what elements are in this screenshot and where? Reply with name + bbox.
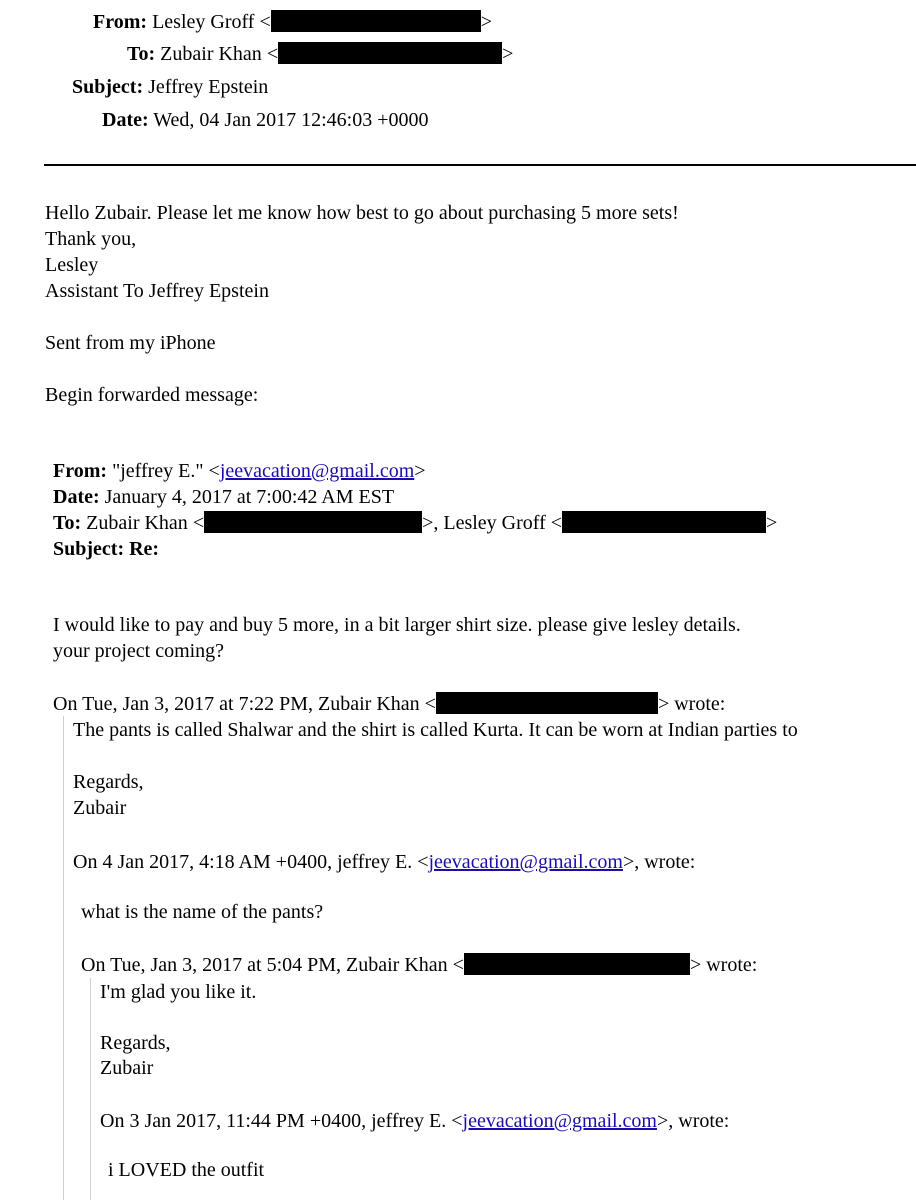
fwd-from-open: < — [208, 460, 220, 482]
body-line-2: Thank you, — [45, 228, 137, 250]
quote-3-signature: Zubair — [100, 1057, 154, 1079]
quote-1-regards: Regards, — [73, 771, 144, 793]
quote-2-email-link[interactable]: jeevacation@gmail.com — [428, 851, 623, 873]
header-to-open: < — [266, 43, 279, 65]
header-from-name: Lesley Groff — [152, 11, 255, 33]
body-line-4: Assistant To Jeffrey Epstein — [45, 280, 269, 302]
fwd-to-separator: >, Lesley Groff — [422, 512, 546, 534]
header-from-open: < — [259, 11, 271, 33]
header-to-label: To: — [127, 43, 156, 65]
fwd-to-row — [53, 511, 777, 535]
fwd-to-open-1: < — [192, 512, 205, 534]
fwd-to-open-2: < — [550, 512, 563, 534]
fwd-from-row — [53, 459, 426, 483]
redaction-box — [562, 511, 766, 533]
quote-1-signature: Zubair — [73, 797, 127, 819]
redaction-box — [271, 10, 481, 32]
quote-3-regards: Regards, — [100, 1032, 171, 1054]
header-subject-label: Subject: — [72, 76, 144, 98]
fwd-date-value: January 4, 2017 at 7:00:42 AM EST — [104, 486, 395, 508]
fwd-message-line-2: your project coming? — [53, 640, 225, 662]
quote-1-header-text: On Tue, Jan 3, 2017 at 7:22 PM, Zubair Khan < — [53, 693, 436, 715]
quote-4-header-text: On 3 Jan 2017, 11:44 PM +0400, jeffrey E. < — [100, 1110, 463, 1132]
fwd-from-name: "jeffrey E." — [112, 460, 204, 482]
quote-2-header-end: >, wrote: — [622, 851, 696, 873]
fwd-from-close: > — [414, 460, 426, 482]
header-date-row — [102, 108, 429, 132]
redaction-box — [464, 953, 690, 975]
fwd-subject-row — [53, 537, 159, 561]
fwd-subject-value: Re: — [129, 538, 160, 560]
redaction-box — [436, 692, 658, 714]
forwarded-line: Begin forwarded message: — [45, 384, 259, 406]
quote-bar-level-2 — [90, 978, 91, 1200]
fwd-date-label: Date: — [53, 486, 100, 508]
quote-4-email-link[interactable]: jeevacation@gmail.com — [462, 1110, 657, 1132]
quote-3-header — [81, 953, 757, 977]
fwd-to-name-1: Zubair Khan — [86, 512, 188, 534]
redaction-box — [278, 42, 502, 64]
quote-2-header — [73, 850, 695, 874]
quote-2-header-text: On 4 Jan 2017, 4:18 AM +0400, jeffrey E. < — [73, 851, 429, 873]
fwd-subject-label: Subject: — [53, 538, 125, 560]
quote-1-header — [53, 692, 725, 716]
quote-4-header — [100, 1109, 729, 1133]
header-from-close: > — [480, 11, 492, 33]
fwd-message-line-1: I would like to pay and buy 5 more, in a bit larger shirt size. please give lesley details. — [53, 614, 741, 636]
quote-1-text: The pants is called Shalwar and the shirt is called Kurta. It can be worn at Indian parties to — [73, 719, 798, 741]
header-from-label: From: — [93, 11, 148, 33]
quote-bar-level-1 — [63, 716, 64, 1200]
quote-1-header-end: > wrote: — [657, 693, 726, 715]
fwd-from-label: From: — [53, 460, 108, 482]
fwd-to-close-2: > — [766, 512, 778, 534]
redaction-box — [204, 511, 422, 533]
header-date-label: Date: — [102, 109, 149, 131]
sent-from-line: Sent from my iPhone — [45, 332, 216, 354]
header-from-row — [93, 10, 492, 34]
body-line-1: Hello Zubair. Please let me know how best to go about purchasing 5 more sets! — [45, 202, 679, 224]
quote-2-text: what is the name of the pants? — [81, 901, 324, 923]
quote-3-text: I'm glad you like it. — [100, 981, 257, 1003]
header-to-close: > — [502, 43, 514, 65]
fwd-date-row — [53, 485, 394, 509]
fwd-to-label: To: — [53, 512, 82, 534]
header-to-name: Zubair Khan — [160, 43, 262, 65]
body-line-3: Lesley — [45, 254, 99, 276]
header-divider — [44, 164, 916, 166]
quote-4-header-end: >, wrote: — [656, 1110, 730, 1132]
header-to-row — [127, 42, 513, 66]
header-subject-value: Jeffrey Epstein — [148, 76, 269, 98]
quote-3-header-text: On Tue, Jan 3, 2017 at 5:04 PM, Zubair Khan < — [81, 954, 464, 976]
fwd-from-email-link[interactable]: jeevacation@gmail.com — [219, 460, 415, 482]
quote-4-text: i LOVED the outfit — [108, 1159, 265, 1181]
header-date-value: Wed, 04 Jan 2017 12:46:03 +0000 — [153, 109, 429, 131]
header-subject-row — [72, 75, 268, 99]
quote-3-header-end: > wrote: — [689, 954, 758, 976]
